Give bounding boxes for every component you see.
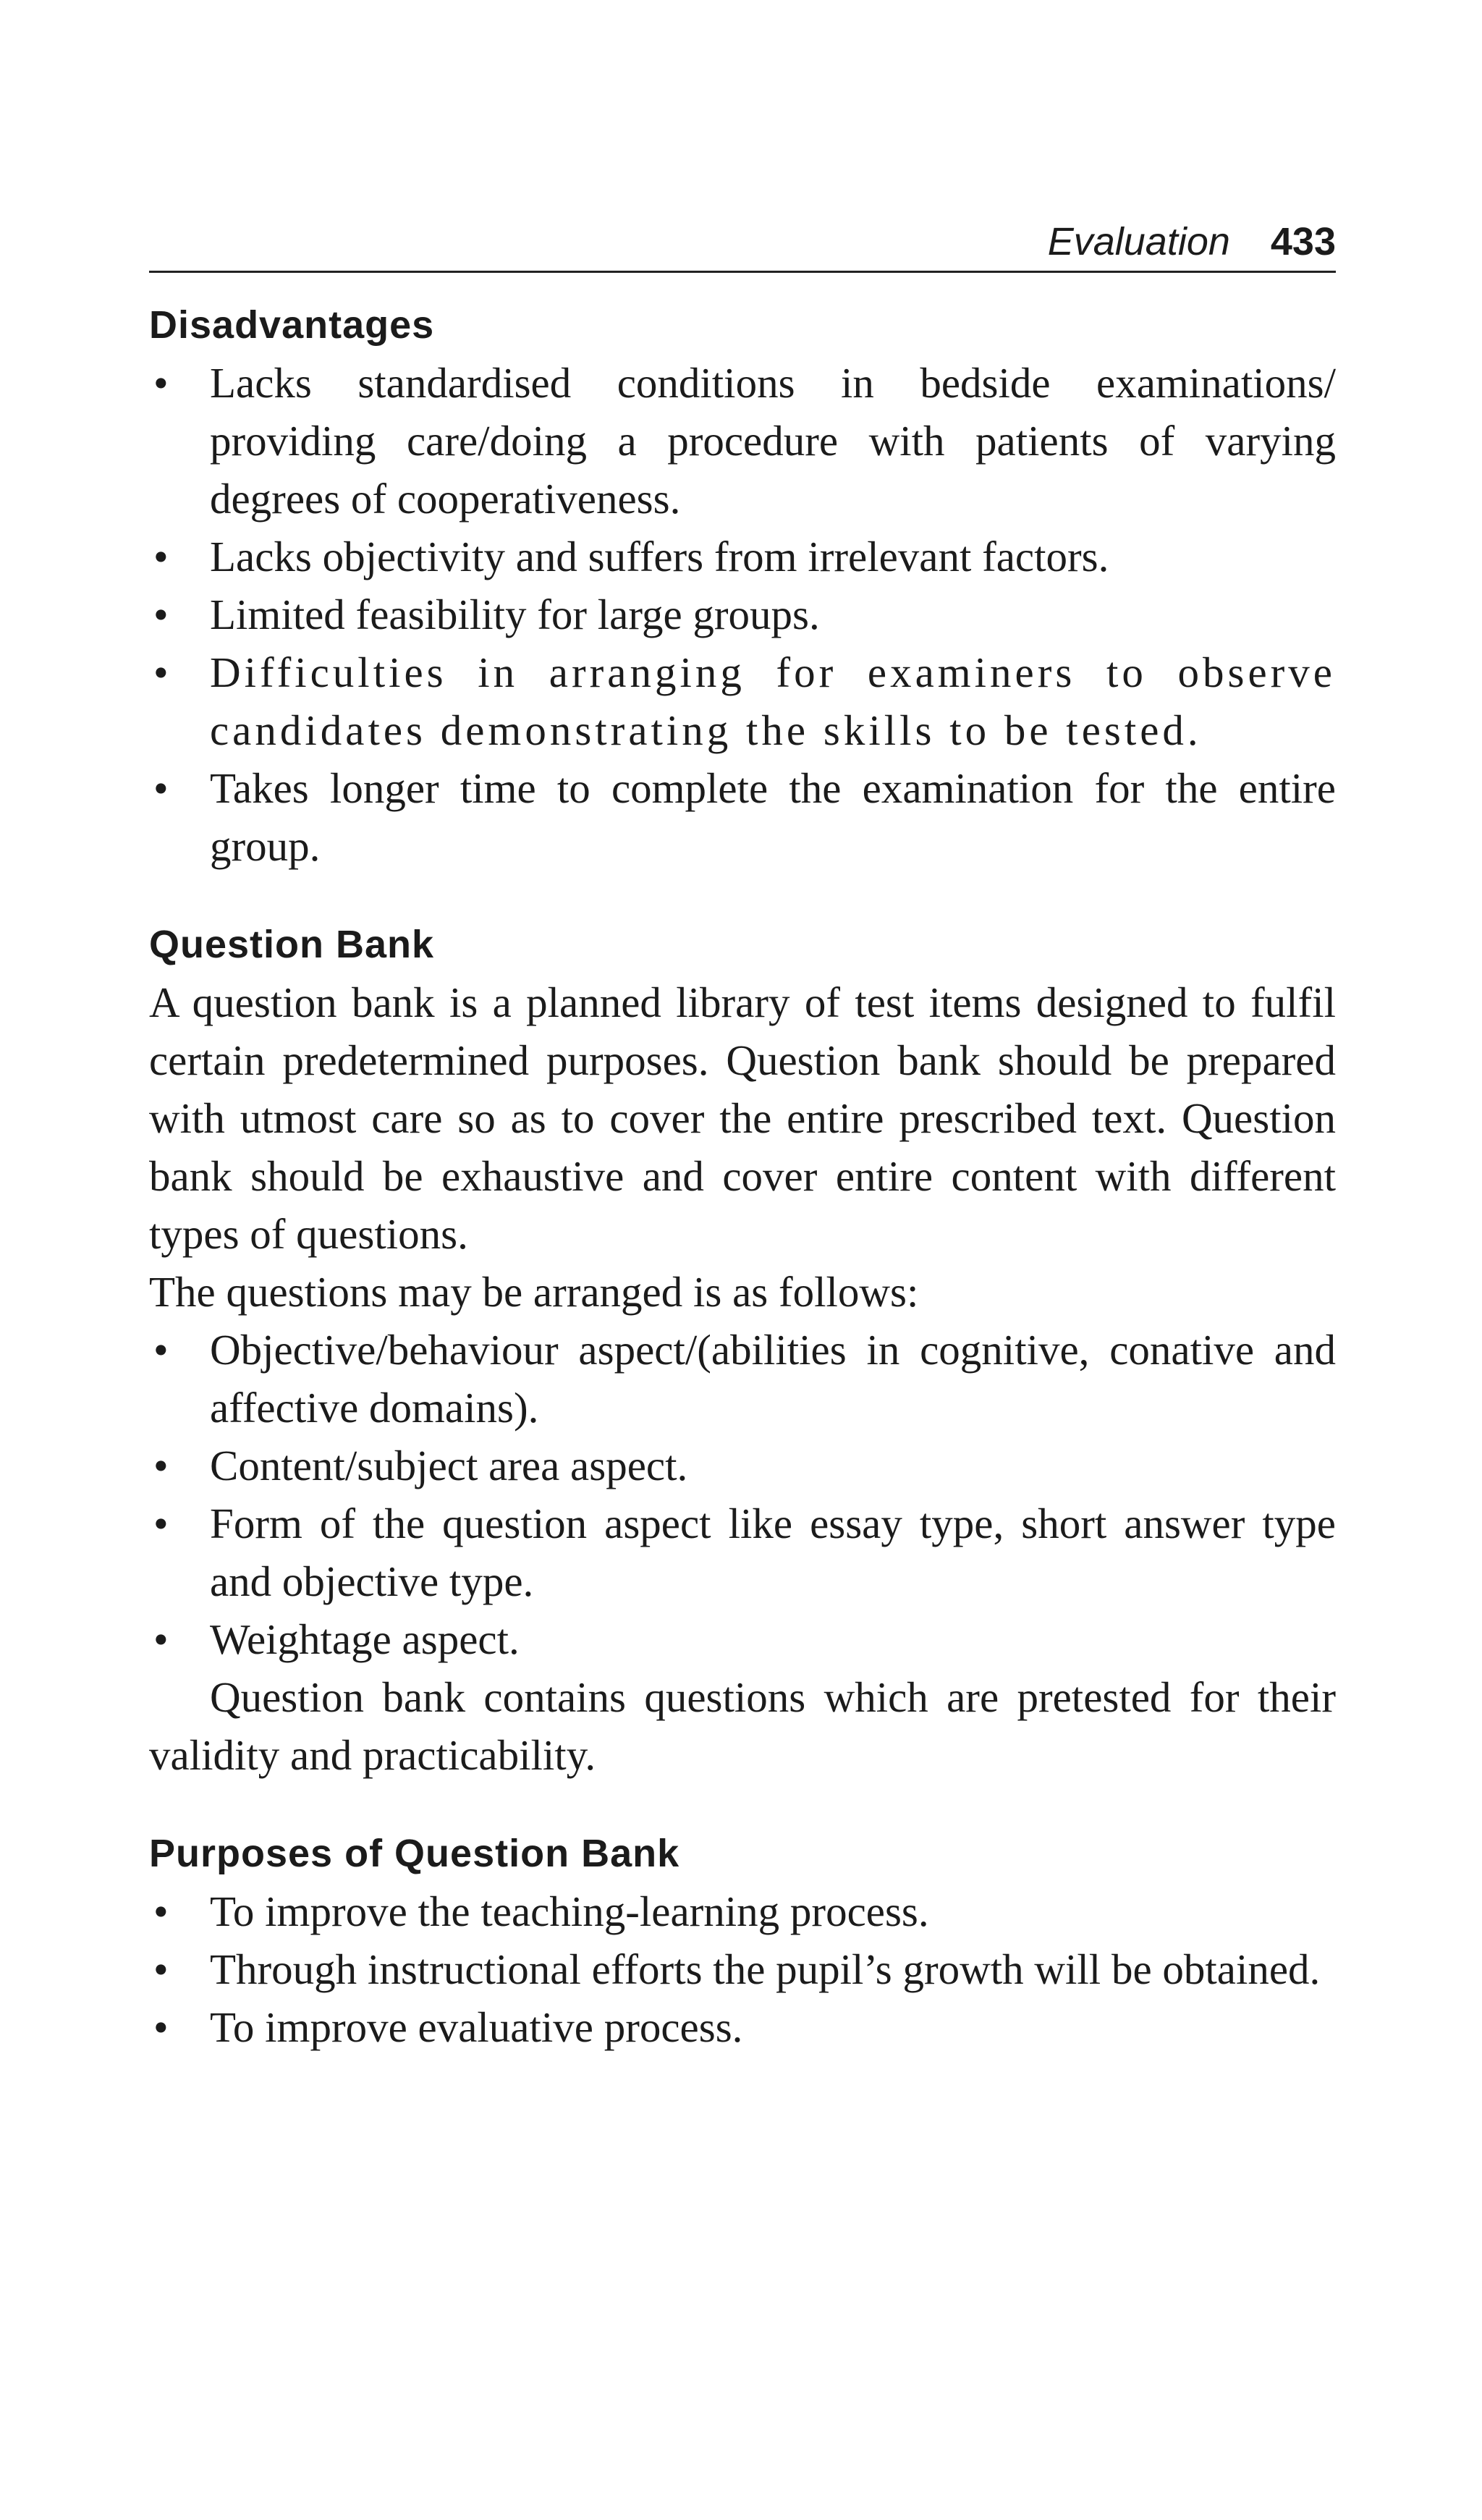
list-item: • Lacks objectivity and suffers from irrelevant factors. bbox=[149, 528, 1336, 585]
disadvantages-section bbox=[149, 296, 1336, 875]
bullet-icon: • bbox=[153, 1326, 169, 1374]
list-item: • Takes longer time to complete the examination for the entire group. bbox=[149, 759, 1336, 875]
list-item: • To improve the teaching-learning process. bbox=[149, 1882, 1336, 1940]
list-item: • Objective/behaviour aspect/(abilities in cognitive, conative and affective domains). bbox=[149, 1321, 1336, 1437]
bullet-icon: • bbox=[153, 1615, 169, 1663]
bullet-icon: • bbox=[153, 1500, 169, 1547]
bullet-icon: • bbox=[153, 591, 169, 638]
list-item: • Difficulties in arranging for examiners to observe candidates demonstrating the skills to be tested. bbox=[149, 643, 1336, 759]
purposes-list bbox=[149, 1882, 1336, 2056]
question-bank-closing: Question bank contains questions which are pretested for their validity and practicability. bbox=[149, 1673, 1336, 1779]
list-item: • Form of the question aspect like essay type, short answer type and objective type. bbox=[149, 1494, 1336, 1610]
list-item: • To improve evaluative process. bbox=[149, 1998, 1336, 2056]
bullet-icon: • bbox=[153, 359, 169, 407]
bullet-icon: • bbox=[153, 648, 172, 696]
list-item: • Lacks standardised conditions in bedside examinations/ providing care/doing a procedure with patients of varying degrees of cooperativeness. bbox=[149, 354, 1336, 528]
bullet-icon: • bbox=[153, 2003, 169, 2051]
bullet-icon: • bbox=[153, 764, 169, 812]
page-number: 433 bbox=[1270, 220, 1336, 263]
bullet-icon: • bbox=[153, 533, 169, 580]
disadvantages-heading: Disadvantages bbox=[149, 303, 435, 347]
question-bank-paragraph: A question bank is a planned library of test items designed to fulfil certain predetermined purposes. Question bank should be prepared with utmost care so as to cover the entire prescribed text. Question bank should be exhaustive and cover entire content with different types of questions. bbox=[149, 978, 1336, 1258]
arrangement-intro: The questions may be arranged is as follows: bbox=[149, 1268, 919, 1316]
question-bank-heading: Question Bank bbox=[149, 923, 435, 966]
list-item: • Limited feasibility for large groups. bbox=[149, 585, 1336, 643]
bullet-icon: • bbox=[153, 1442, 169, 1489]
question-bank-section bbox=[149, 916, 1336, 1784]
book-page bbox=[149, 214, 1336, 2056]
purposes-section bbox=[149, 1825, 1336, 2056]
purposes-heading: Purposes of Question Bank bbox=[149, 1832, 680, 1875]
running-head-section: Evaluation bbox=[1047, 220, 1230, 263]
disadvantages-list bbox=[149, 354, 1336, 875]
list-item: • Content/subject area aspect. bbox=[149, 1437, 1336, 1494]
running-head bbox=[149, 214, 1336, 273]
bullet-icon: • bbox=[153, 1887, 169, 1935]
arrangement-list bbox=[149, 1321, 1336, 1668]
bullet-icon: • bbox=[153, 1945, 169, 1993]
list-item: • Weightage aspect. bbox=[149, 1610, 1336, 1668]
list-item: • Through instructional efforts the pupil’s growth will be obtained. bbox=[149, 1940, 1336, 1998]
